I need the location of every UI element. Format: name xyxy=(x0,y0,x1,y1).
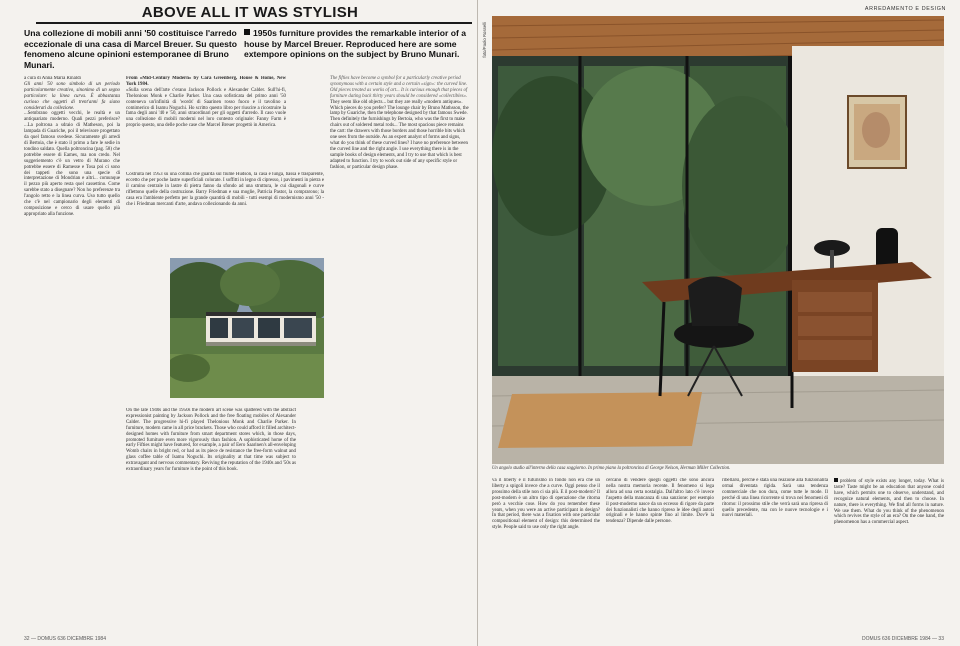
deck-english-text: 1950s furniture provides the remarkable interior of a house by Marcel Breuer. Reproduced here are some extempore opinions on the subject by Bruno Munari. xyxy=(244,28,467,60)
photo-credit: foto/Paolo Rosselli xyxy=(482,22,487,58)
right-column-2: cercano di vendere quegli oggetti che sono ancora nella nostra memoria recente. Il fenomeno si lega allora ad una certa nostalgia. Dall'altro lato c'è invece l'aspetto della mancanza di una sanzione: per esempio il post-moderno nasce da un eccesso di rigore da parte dei funzionalisti che hanno ripreso le idee degli autori originali e le hanno spinte fino al limite. Dov'è la tendenza? Dipende dalle persone. xyxy=(606,478,714,525)
right-column-1: va il liberty e il futurismo in fondo non era che un liberty a spigoli invece che a curve. Oggi penso che il prossimo della stile non ci sia più. E il post-modern? Il post-modern è un altro tipo di operazione che ritorna però a vecchie cose. How do you remember these years, when you were an active participant in design? In that period, there was a fixation with one particular compositional element of design: this determined the style. People said to use only the right angle. xyxy=(492,478,600,531)
house-exterior-photo xyxy=(170,258,324,398)
headline-rule xyxy=(36,22,472,24)
square-bullet-icon xyxy=(834,478,838,482)
interview-intro: Gli anni '50 sono simbolo di un periodo particolarmente creativo, sinonimo di un segno particolare: la linea curva. È abbastanza curioso che oggetti di trent'anni fa siano considerati da collezione. xyxy=(24,81,120,111)
deck-italian: Una collezione di mobili anni '50 costituisce l'arredo eccezionale di una casa di Marcel Breuer. Su questo fenomeno alcune opinioni estemporanee di Bruno Munari. xyxy=(24,28,238,70)
interview-body: ...Sembrano oggetti vecchi, le realtà e un antiquariato moderno. Quali pezzi preferisce? ...La poltrona a sdraio di Matheson, poi la lampada di Guariche, poi il televisore progettato da quel famoso svedese. Sicuramente gli arredi di Bertoia, che è stato il primo a fare le sedie in tondino saldato. Quella poltroncina (pag. 58) che potrebbe essere di Eames, ma non credo. Nel suggeriemento c'è un vetro di Murano che potrebbe essere di Ramesse e Tosa poi ci sono dei tappeti che sono una specie di interpretazione di Mondrian e altri... comunque il pezzo più aperto resta quel cassettino. Come sarebbe stato a disegnare? Non ho preferenze tra l'angolo retto e la linea curva. Uso tutto quello che c'è nel campionario degli elementi di composizione e cerco di usare quello più appropriato alla funzione. xyxy=(24,111,120,217)
square-bullet-icon xyxy=(244,29,250,35)
folio-left: 32 — DOMUS 636 DICEMBRE 1984 xyxy=(24,636,106,642)
left-page xyxy=(0,0,478,646)
article-headline: ABOVE ALL IT WAS STYLISH xyxy=(141,4,359,21)
byline: a cura di Anna Maria Rinaldi xyxy=(24,76,81,81)
right-column-4 xyxy=(834,478,944,634)
english-intro: The fifties have become a symbol for a particularly creative period synonymous with a certain style and a certain «sign»: the curved line. Old pieces treated as works of art... It is curious enough that pieces of furniture dating back thirty years should be considered «collectibles». xyxy=(330,76,468,99)
right-page xyxy=(478,0,960,646)
column-italian-interview xyxy=(24,76,120,634)
right-column-3: ribellarsi, perché è stata una reazione alla funzionalità ormai diventata rigida. Sarà una tendenza commerciale che non dura, come tutte le mode. Il perché di una linea ricorrente si trova nei fenomeni di ritorno: il prossimo stile che verrà sarà una ripresa di quello precedente, ma con le nuove tecnologie e i nuovi materiali. xyxy=(722,478,828,519)
photo-caption: Un angolo studio all'interno della casa soggiorno. In primo piano la poltroncina di George Nelson, Herman Miller Collection. xyxy=(492,466,731,471)
interior-room-photo xyxy=(492,16,944,464)
folio-right: DOMUS 636 DICEMBRE 1984 — 33 xyxy=(862,636,944,642)
house-photo-image xyxy=(170,258,324,398)
right-column-4-text: problem of style exists any longer, today. What is taste? Taste might be an education that anyone could have, which permits one to observe, understand, and recognize natural elements, and then to choose. In nature, there is everything. We find all forms in nature. We use them. What do you think of the phenomenon which revives the style of an era? On the one hand, the phenomenon has a commercial aspect. xyxy=(834,479,944,526)
source-credit: From «Mid-Century Modern» by Cara Greenberg, House & Home, New York 1984. xyxy=(126,76,286,87)
column-book-excerpt-it-continued: Costruita nel 1953 su una collina che guarda sul fiume Hudson, la casa è lunga, bassa e trasparente, eccetto che per poche lastre superficiali colorate. I soffitti in legno di cipresso, i pavimenti in pietra e il camino centrale in lastre di pietra fanno da sfondo ad una struttura, le cui diagonali e curve riflettono quelle della costruzione. Barry Friedman e sua moglie, Patricia Pastor, la comprarono; la casa era l'ambiente perfetto per la grande quantità di mobili - tutti esempi di modernismo anni '50 - che i Friedman mercanti d'arte, andava collezionando da anni. xyxy=(126,172,324,207)
interior-photo-image xyxy=(492,16,944,464)
english-body: They seem like old objects... but they are really «modern antiques». Which pieces do you prefer? The lounge chair by Bruno Mathsson, the lamp by Guariche, then the telephone designed by that famous Swede. Then definitely the furnishings by Bertoia, who was the first to make chairs out of soldered metal rods... The most spacious piece remains the cart: the drawers with those borders and those horrible bits which one sees from the outside. As an expert analyst of forms and signs, what do you think of these curved lines? I have no preference between the curved line and the right angle. I use everything there is in the sample books of design elements, and I try to use that which is best adapted to function. I try to work out side of any specific style or fashion, or particular design phase. xyxy=(330,99,469,170)
column-book-excerpt-en xyxy=(126,408,296,634)
column-english-interview xyxy=(330,76,470,634)
section-label: ARREDAMENTO E DESIGN xyxy=(864,6,946,12)
book-excerpt-english: On the late 1940s and the 1950s the modern art scene was spattered with the abstract expressionist painting by Jackson Pollock and the free floating mobiles of Alexander Calder. The progressive hi-fi played Thelonious Monk and Charlie Parker. In furniture, modern came in all price brackets. Those who could afford it filled architect-designed homes with furniture from smart department stores which, in those days, promoted furniture even more vigorously than fashion. A sophisticated home of the early Fifties might have featured, for example, a pair of Eero Saarinen's all-enveloping Womb chairs in bright red, or had as its piece de resistance the free-form walnut and glass coffee table of Isamu Noguchi. Its originality at that time was subject to extravagant and nervous commentary. Reviving the reputation of the 1940s and '50s as extraordinary years for furniture is the point of this book. xyxy=(126,408,296,473)
deck-english xyxy=(244,28,472,60)
book-excerpt-text: «Sulla scena dell'arte c'erano Jackson Pollock e Alexander Calder. Sull'hi-fi, Thelonious Monk e Charlie Parker. Una casa sofisticata del primo anni '50 conteneva un'infinità di 'words' di Saarinen rosso fuoco e il tavolino a comimerico di Isamu Noguchi. Ho scritto questo libro per riuscire a ricostruire la fama degli anni '40 e '50, anni straordinari per gli oggetti d'arredo. Il caso vuole una collezione di mobili moderni nel loro contesto originale: Fanny Farm è proprio questo, una delle poche case che Marcel Breuer progettò in America. xyxy=(126,87,286,129)
